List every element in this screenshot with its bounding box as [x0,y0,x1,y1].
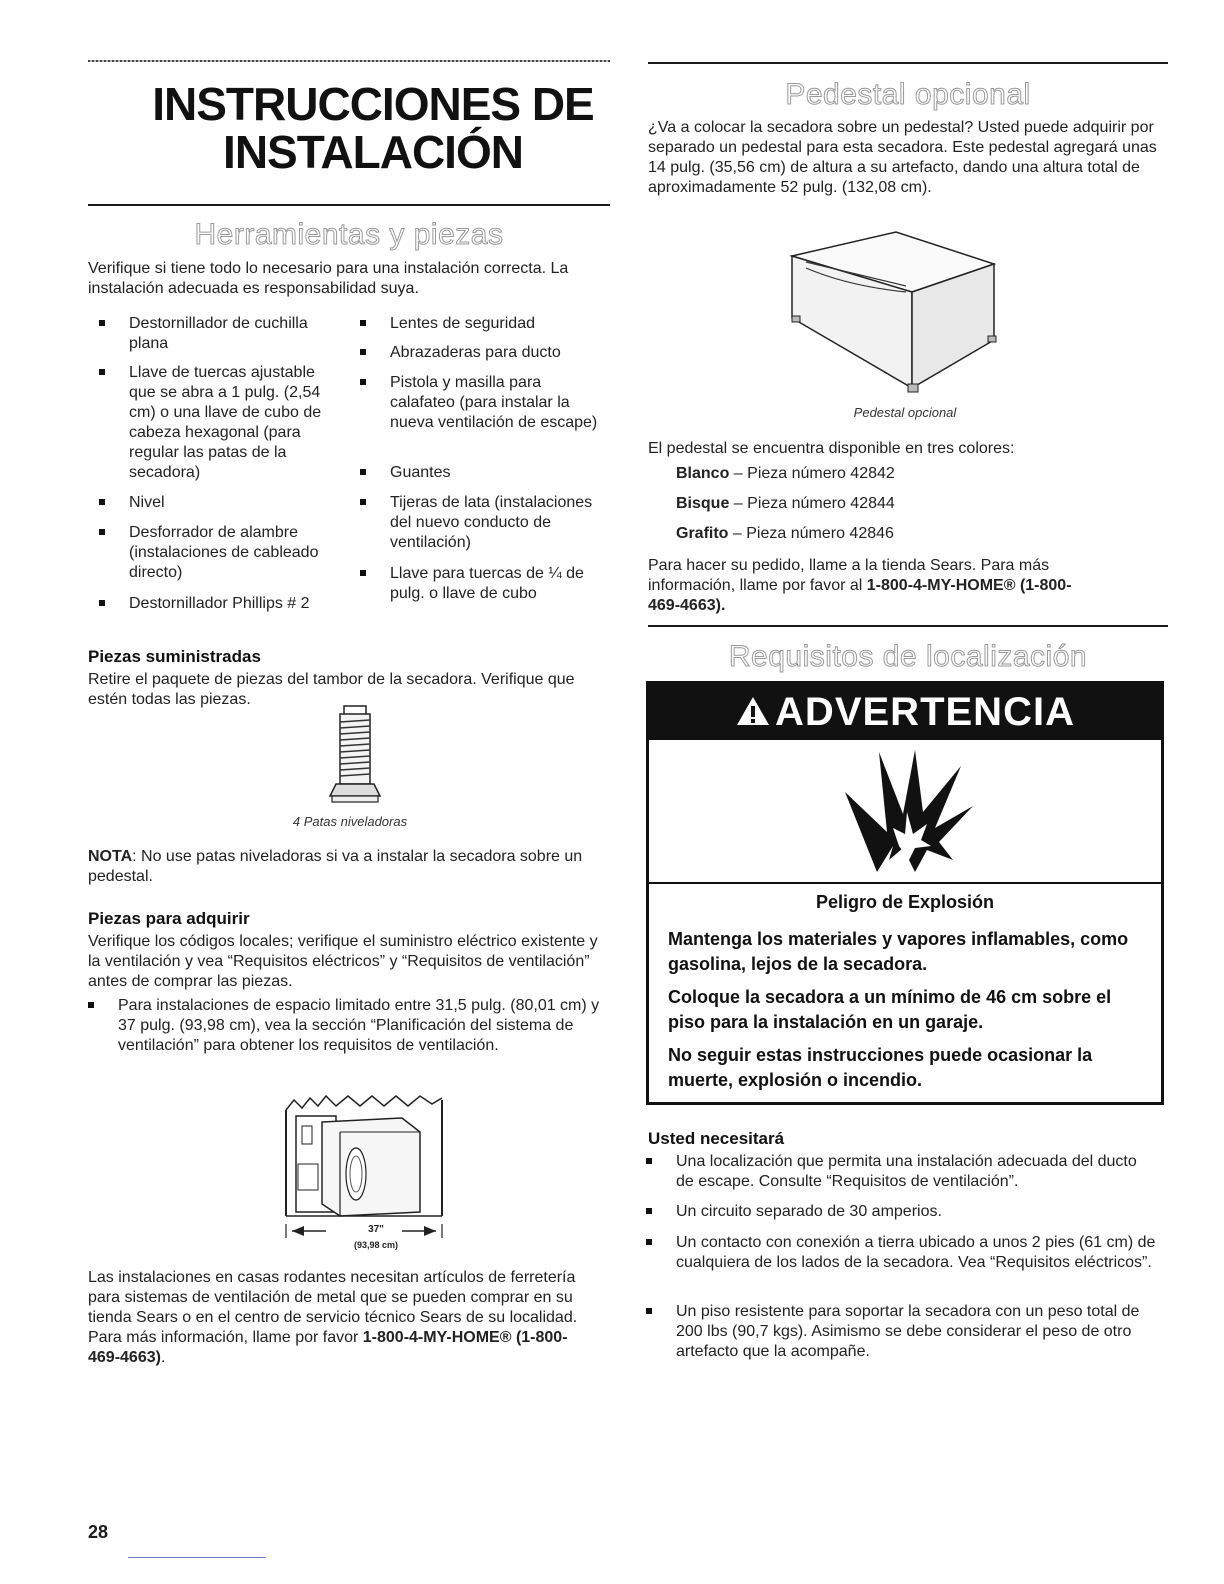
note-label: NOTA [88,848,133,865]
color-sep: – [729,495,748,512]
mobile-home-end: . [160,1349,166,1366]
order-phone: 1-800-4-MY-HOME® [866,577,1016,594]
leveling-leg-illustration [328,704,388,808]
order-phone-2: (1-800-469-4663). [648,577,1072,614]
warning-box [646,681,1164,1105]
need-item: Un contacto con conexión a tierra ubicado a unos 2 pies (61 cm) de cualquiera de los lados de la secadora. Vea “Requisitos eléctricos”. [676,1234,1156,1271]
tool-item: Desforrador de alambre (instalaciones de cableado directo) [129,523,344,583]
mobile-home-phone: 1-800-4-MY-HOME® (1-800-469-4663) [88,1329,568,1366]
warning-title: ADVERTENCIA [775,690,1075,734]
warning-line-2: Coloque la secadora a un mínimo de 46 cm sobre el piso para la instalación en un garaje. [668,987,1112,1032]
tool-item: Pistola y masilla para calafateo (para instalar la nueva ventilación de escape) [390,373,610,433]
tool-item: Llave para tuercas de ¼ de pulg. o llave de cubo [390,564,610,604]
color-name: Blanco [676,465,730,482]
need-item: Un piso resistente para soportar la secadora con un peso total de 200 lbs (90,7 kgs). Asimismo se debe considerar el peso de otro artefacto que la acompañe. [676,1302,1156,1362]
tool-item: Guantes [390,463,610,483]
divider [648,62,1168,64]
divider [88,204,610,206]
color-name: Grafito [676,525,729,542]
tool-item: Lentes de seguridad [390,314,610,334]
need-item: Un circuito separado de 30 amperios. [676,1202,1156,1222]
purchase-text: Verifique los códigos locales; verifique el suministro eléctrico existente y la ventilación y vea “Requisitos eléctricos” y “Requisitos de ventilación” antes de comprar las piezas. [88,933,598,990]
order-body: Para hacer su pedido, llame a la tienda Sears. Para más información, llame por favor al [648,557,1050,594]
tool-item: Tijeras de lata (instalaciones del nuevo conducto de ventilación) [390,493,610,553]
tool-item: Abrazaderas para ducto [390,343,610,363]
subheading-supplied: Piezas suministradas [88,647,261,666]
subheading-purchase: Piezas para adquirir [88,909,250,928]
header-hatch-rule [88,60,610,62]
warning-triangle-icon [735,686,771,742]
subheading-needs: Usted necesitará [648,1129,785,1148]
need-item: Una localización que permita una instalación adecuada del ducto de escape. Consulte “Requisitos de ventilación”. [676,1152,1156,1192]
color-sep: – [729,465,748,482]
note-body: : No use patas niveladoras si va a instalar la secadora sobre un pedestal. [88,848,583,885]
hazard-title: Peligro de Explosión [815,892,995,912]
color-part: Pieza número 42846 [746,525,894,542]
tool-item: Llave de tuercas ajustable que se abra a 1 pulg. (2,54 cm) o una llave de cubo de cabeza hexagonal (para regular las patas de la secadora) [129,363,344,483]
pedestal-colors-intro: El pedestal se encuentra disponible en tres colores: [648,440,1015,457]
caption-leveling-legs: 4 Patas niveladoras [292,814,408,829]
tool-item: Nivel [129,493,344,513]
pedestal-color-row [676,494,895,514]
pedestal-color-row [676,524,894,544]
mobile-home-text [88,1268,598,1368]
section-title-location: Requisitos de localización [728,640,1088,673]
supplied-text: Retire el paquete de piezas del tambor de la secadora. Verifique que estén todas las piezas. [88,671,575,708]
warning-separator [649,882,1161,884]
pedestal-order-text [648,556,1078,616]
color-sep: – [728,525,747,542]
color-part: Pieza número 42842 [747,465,895,482]
note-text [88,847,608,887]
page-title [88,80,658,176]
explosion-icon [843,748,975,876]
section-title-pedestal: Pedestal opcional [785,78,1031,111]
pedestal-color-row [676,464,895,484]
tool-item: Destornillador Phillips # 2 [129,594,344,614]
page-number: 28 [88,1522,109,1542]
purchase-bullet: Para instalaciones de espacio limitado entre 31,5 pulg. (80,01 cm) y 37 pulg. (93,98 cm), vea la sección “Planificación del sistema de ventilación” para obtener los requisitos de ventilación. [118,996,610,1056]
pedestal-text: ¿Va a colocar la secadora sobre un pedestal? Usted puede adquirir por separado un pedestal para esta secadora. Este pedestal agregará unas 14 pulg. (35,56 cm) de altura a su artefacto, dando una altura total de aproximadamente 52 pulg. (132,08 cm). [648,119,1157,196]
color-name: Bisque [676,495,730,512]
dimension-label: 37" [368,1224,384,1235]
dimension-sublabel: (93,98 cm) [353,1240,399,1250]
warning-header [649,684,1161,740]
mobile-home-body: Las instalaciones en casas rodantes necesitan artículos de ferretería para sistemas de ventilación de metal que se pueden comprar en su tienda Sears o en el centro de servicio técnico Sears de su localidad. Para más información, llame por favor [88,1269,578,1346]
divider [648,625,1168,627]
warning-line-1: Mantenga los materiales y vapores inflamables, como gasolina, lejos de la secadora. [668,929,1129,974]
warning-line-3: No seguir estas instrucciones puede ocasionar la muerte, explosión o incendio. [668,1045,1093,1090]
tools-intro: Verifique si tiene todo lo necesario para una instalación correcta. La instalación adecuada es responsabilidad suya. [88,260,569,297]
title-line-1: INSTRUCCIONES DE [152,78,594,130]
footer-rule [128,1557,266,1558]
caption-pedestal: Pedestal opcional [853,405,957,420]
title-line-2: INSTALACIÓN [223,126,523,178]
tool-item: Destornillador de cuchilla plana [129,314,344,354]
pedestal-illustration [788,228,998,394]
section-title-tools: Herramientas y piezas [194,218,504,251]
color-part: Pieza número 42844 [747,495,895,512]
